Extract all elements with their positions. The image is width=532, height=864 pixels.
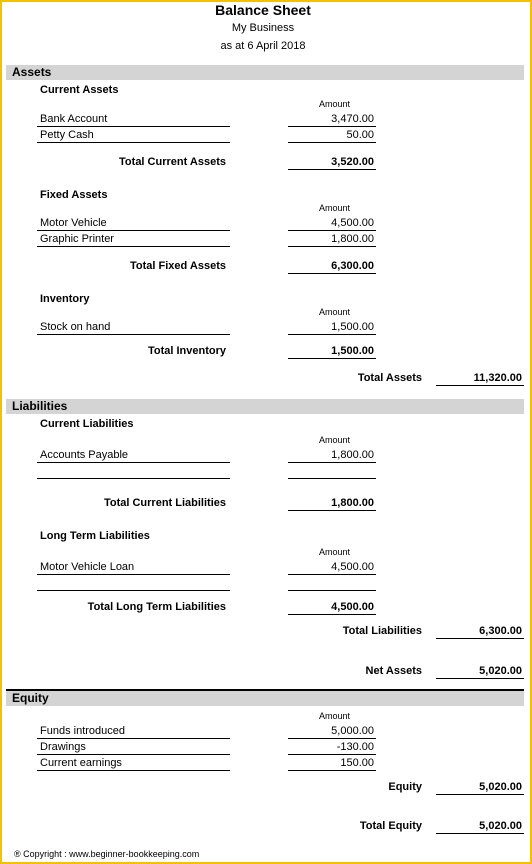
total-equity-label: Total Equity xyxy=(359,820,422,832)
line-item-value: 4,500.00 xyxy=(331,217,374,229)
amount-header: Amount xyxy=(318,547,350,557)
value-underline xyxy=(288,246,376,247)
value-underline xyxy=(288,462,376,463)
value-underline xyxy=(288,230,376,231)
page-title: Balance Sheet xyxy=(215,2,311,18)
item-underline xyxy=(37,230,230,231)
total-equity-value: 5,020.00 xyxy=(479,820,522,832)
total-fixed-assets-value: 6,300.00 xyxy=(331,260,374,272)
total-long-term-liabilities-value: 4,500.00 xyxy=(331,601,374,613)
total-current-liabilities-label: Total Current Liabilities xyxy=(103,497,226,509)
total-long-term-liabilities-label: Total Long Term Liabilities xyxy=(87,601,226,613)
report-date: as at 6 April 2018 xyxy=(220,40,306,52)
value-underline xyxy=(288,754,376,755)
empty-item-underline xyxy=(37,590,230,591)
value-underline xyxy=(288,126,376,127)
long-term-liabilities-heading: Long Term Liabilities xyxy=(40,530,150,542)
line-item-value: 50.00 xyxy=(346,129,374,141)
line-item-label: Funds introduced xyxy=(40,725,125,737)
total-fixed-assets-label: Total Fixed Assets xyxy=(130,260,226,272)
total-underline xyxy=(288,614,376,615)
item-underline xyxy=(37,246,230,247)
amount-header: Amount xyxy=(318,435,350,445)
copyright-footer: ® Copyright : www.beginner-bookkeeping.com xyxy=(14,849,200,859)
line-item-label: Accounts Payable xyxy=(40,449,129,461)
grand-total-underline xyxy=(436,385,524,386)
value-underline xyxy=(288,574,376,575)
amount-header: Amount xyxy=(318,307,350,317)
item-underline xyxy=(37,738,230,739)
line-item-value: 4,500.00 xyxy=(331,561,374,573)
net-assets-label: Net Assets xyxy=(365,665,422,677)
line-item-value: -130.00 xyxy=(336,741,374,753)
line-item-label: Motor Vehicle xyxy=(40,217,107,229)
net-assets-value: 5,020.00 xyxy=(479,665,522,677)
line-item-value: 5,000.00 xyxy=(331,725,374,737)
amount-header: Amount xyxy=(318,99,350,109)
total-current-assets-value: 3,520.00 xyxy=(331,156,374,168)
empty-value-underline xyxy=(288,478,376,479)
value-underline xyxy=(288,738,376,739)
current-assets-heading: Current Assets xyxy=(40,84,119,96)
line-item-label: Drawings xyxy=(40,741,86,753)
total-current-assets-label: Total Current Assets xyxy=(119,156,226,168)
empty-value-underline xyxy=(288,590,376,591)
grand-total-underline xyxy=(436,833,524,834)
item-underline xyxy=(37,770,230,771)
grand-total-underline xyxy=(436,638,524,639)
total-inventory-label: Total Inventory xyxy=(147,345,226,357)
amount-header: Amount xyxy=(318,203,350,213)
total-underline xyxy=(288,510,376,511)
current-liabilities-heading: Current Liabilities xyxy=(40,418,134,430)
empty-item-underline xyxy=(37,478,230,479)
line-item-label: Petty Cash xyxy=(40,129,94,141)
grand-total-underline xyxy=(436,678,524,679)
equity-band: Equity xyxy=(6,689,524,706)
line-item-label: Stock on hand xyxy=(40,321,111,333)
total-assets-value: 11,320.00 xyxy=(473,372,522,384)
line-item-value: 1,800.00 xyxy=(331,449,374,461)
equity-total-value: 5,020.00 xyxy=(479,781,522,793)
fixed-assets-heading: Fixed Assets xyxy=(40,189,108,201)
item-underline xyxy=(37,754,230,755)
item-underline xyxy=(37,462,230,463)
line-item-value: 150.00 xyxy=(340,757,374,769)
item-underline xyxy=(37,142,230,143)
line-item-value: 1,500.00 xyxy=(331,321,374,333)
amount-header: Amount xyxy=(318,711,350,721)
grand-total-underline xyxy=(436,794,524,795)
value-underline xyxy=(288,142,376,143)
line-item-label: Graphic Printer xyxy=(40,233,114,245)
line-item-value: 3,470.00 xyxy=(331,113,374,125)
value-underline xyxy=(288,770,376,771)
liabilities-band: Liabilities xyxy=(6,399,524,414)
total-underline xyxy=(288,169,376,170)
total-liabilities-value: 6,300.00 xyxy=(479,625,522,637)
total-underline xyxy=(288,358,376,359)
line-item-value: 1,800.00 xyxy=(331,233,374,245)
total-liabilities-label: Total Liabilities xyxy=(342,625,422,637)
business-name: My Business xyxy=(231,22,295,34)
inventory-heading: Inventory xyxy=(40,293,90,305)
item-underline xyxy=(37,334,230,335)
total-underline xyxy=(288,273,376,274)
line-item-label: Motor Vehicle Loan xyxy=(40,561,135,573)
line-item-label: Current earnings xyxy=(40,757,122,769)
assets-band: Assets xyxy=(6,65,524,80)
total-assets-label: Total Assets xyxy=(357,372,422,384)
equity-total-label: Equity xyxy=(388,781,422,793)
item-underline xyxy=(37,126,230,127)
total-inventory-value: 1,500.00 xyxy=(331,345,374,357)
line-item-label: Bank Account xyxy=(40,113,108,125)
total-current-liabilities-value: 1,800.00 xyxy=(331,497,374,509)
item-underline xyxy=(37,574,230,575)
value-underline xyxy=(288,334,376,335)
